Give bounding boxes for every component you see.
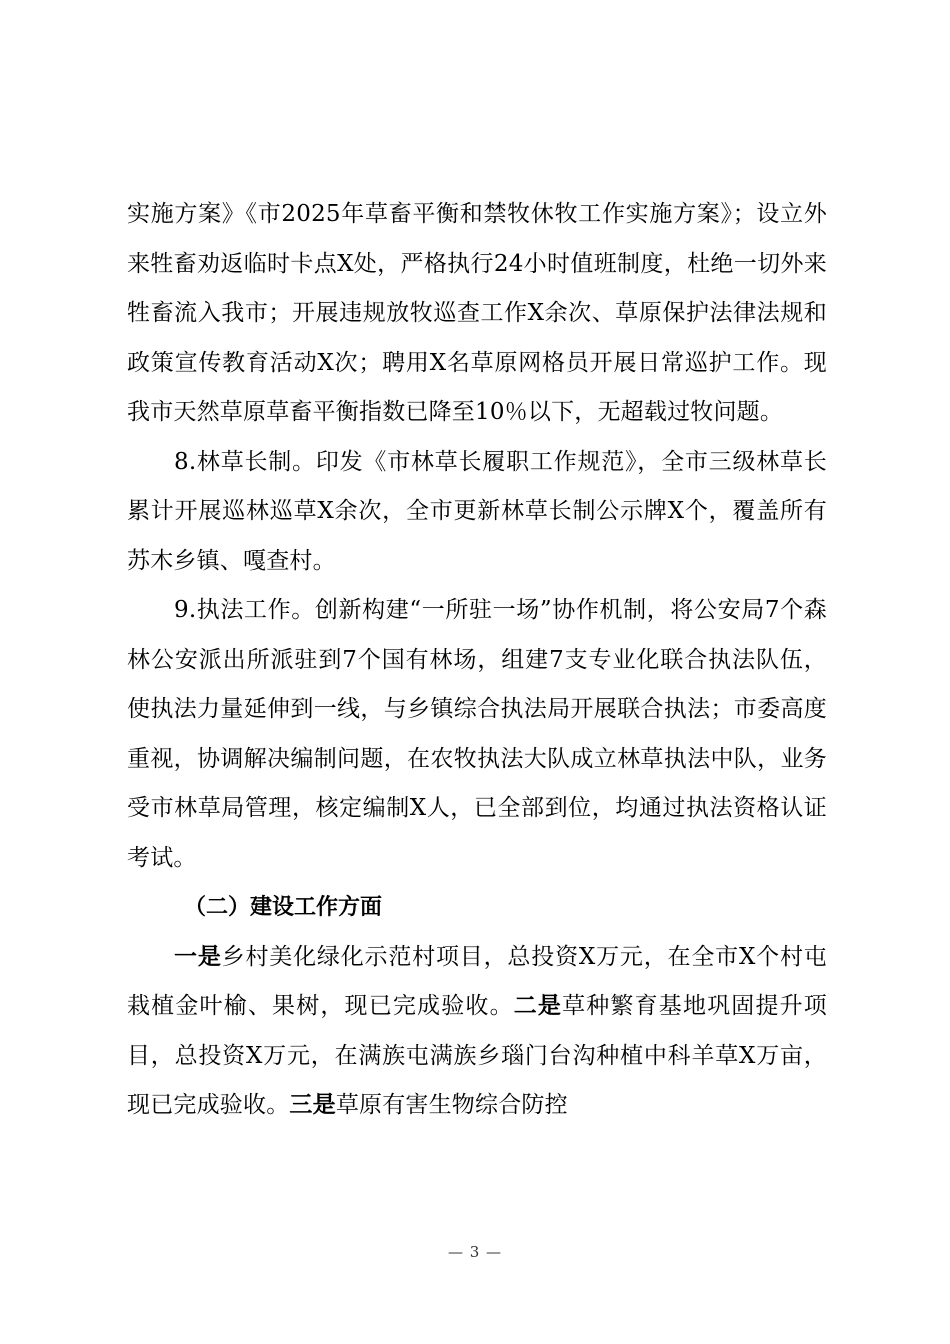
text-first: 乡村美化绿化示范村项目，总投资X万元，在全市X个村屯栽植金叶榆、果树，现已完成验收。: [127, 943, 827, 1019]
document-body: [127, 190, 827, 1131]
lead-third: 三是: [289, 1092, 336, 1118]
paragraph-item-8: 8.林草长制。印发《市林草长履职工作规范》，全市三级林草长累计开展巡林巡草X余次，全市更新林草长制公示牌X个，覆盖所有苏木乡镇、嘎查村。: [127, 448, 827, 574]
text-second: 草种繁育基地巩固提升项目，总投资X万元，在满族屯满族乡瑙门台沟种植中科羊草X万亩，现已完成验收。: [127, 993, 828, 1118]
paragraph-grassland-balance: 实施方案》《市2025年草畜平衡和禁牧休牧工作实施方案》；设立外来牲畜劝返临时卡点X处，严格执行24小时值班制度，杜绝一切外来牲畜流入我市；开展违规放牧巡查工作X余次、草原保护法律法规和政策宣传教育活动X次；聘用X名草原网格员开展日常巡护工作。现我市天然草原草畜平衡指数已降至10％以下，无超载过牧问题。: [127, 201, 827, 425]
lead-second: 二是: [513, 993, 563, 1019]
section-heading: （二）建设工作方面: [184, 895, 383, 920]
lead-first: 一是: [174, 943, 222, 970]
paragraph-construction: [127, 933, 827, 1131]
paragraph-item-9: 9.执法工作。创新构建“一所驻一场”协作机制，将公安局7个森林公安派出所派驻到7个国有林场，组建7支专业化联合执法队伍，使执法力量延伸到一线，与乡镇综合执法局开展联合执法；市委高度重视，协调解决编制问题，在农牧执法大队成立林草执法中队，业务受市林草局管理，核定编制X人，已全部到位，均通过执法资格认证考试。: [127, 597, 827, 871]
text-third: 草原有害生物综合防控: [335, 1092, 568, 1118]
page-number: — 3 —: [447, 1243, 503, 1261]
